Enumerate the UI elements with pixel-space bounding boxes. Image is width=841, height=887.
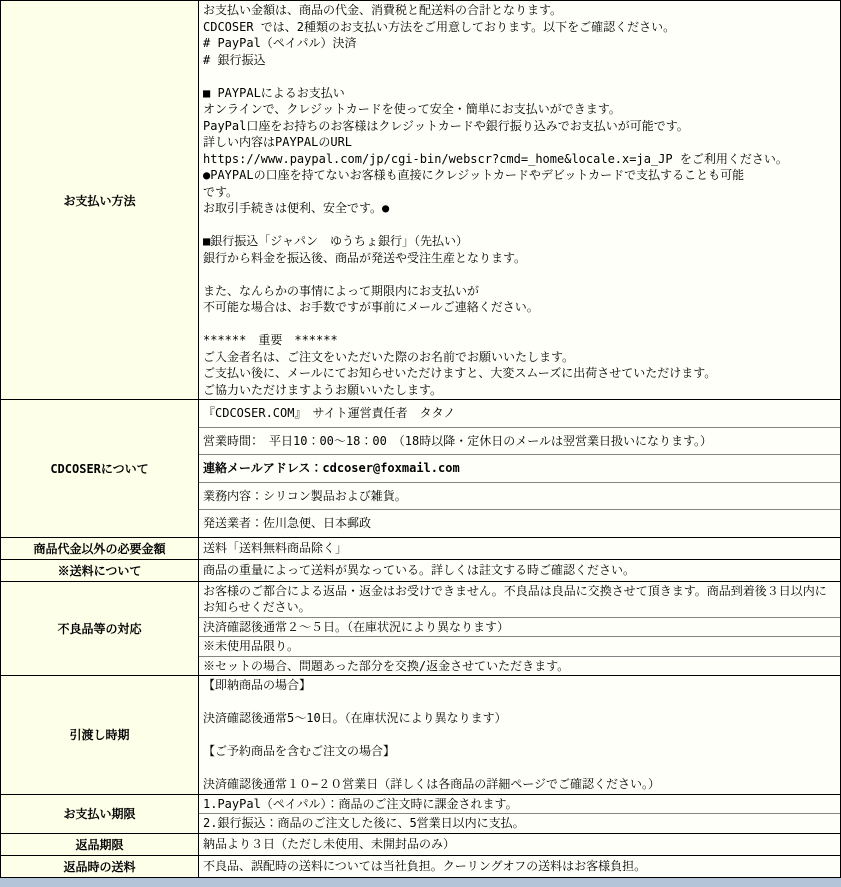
text-line: ****** 重要 ****** [203,333,338,347]
text-line [203,266,836,283]
row-header-defective-items: 不良品等の対応 [1,582,199,676]
row-content-payment-method [199,1,840,399]
content-section [199,427,840,455]
text-line: 1.PayPal（ペイパル）：商品のご注文時に課金されます。 [203,796,518,811]
row-shipping-note [1,560,840,582]
row-content-defective-items [199,582,840,676]
text-line: 決済確認後通常２〜５日。（在庫状況により異なります） [203,619,510,634]
text-line: 発送業者：佐川急便、日本郵政 [203,516,372,530]
text-line: PayPal口座をお持ちのお客様はクレジットカードや銀行振り込みでお支払いが可能です。 [203,118,689,133]
text-line: ■ PAYPALによるお支払い [203,85,345,100]
text-line: お客様のご都合による返品・返金はお受けできません。不良品は良品に交換させて頂きます。商品到着後３日以内にお知らせください。 [203,583,827,614]
row-header-payment-deadline: お支払い期限 [1,795,199,833]
text-line: 不可能な場合は、お手数ですが事前にメールご連絡ください。 [203,300,539,314]
row-header-delivery-time: 引渡し時期 [1,676,199,794]
row-return-shipping [1,856,840,878]
text-line [203,760,836,777]
text-line: 決済確認後通常5〜10日。（在庫状況により異なります） [203,711,507,725]
text-line [203,217,836,234]
row-header-return-deadline: 返品期限 [1,834,199,855]
content-section [199,857,840,876]
row-header-return-shipping: 返品時の送料 [1,856,199,877]
text-line: 銀行から料金を振込後、商品が発送や受注生産となります。 [203,250,527,265]
row-content-about-cdcoser [199,400,840,537]
row-delivery-time [1,676,840,795]
text-line [203,727,836,744]
text-line: 2.銀行振込：商品のご注文した後に、5営業日以内に支払。 [203,816,525,830]
row-content-return-deadline [199,834,840,855]
row-content-delivery-time [199,676,840,794]
text-line: 決済確認後通常１０−２０営業日（詳しくは各商品の詳細ページでご確認ください。） [203,777,660,791]
text-line: です。 [203,184,239,199]
text-line: CDCOSER では、2種類のお支払い方法をご用意しております。以下をご確認ください。 [203,19,676,34]
content-section [199,454,840,482]
content-section [199,1,840,399]
content-section [199,617,840,637]
text-line [203,694,836,711]
row-content-extra-fees [199,538,840,559]
text-line: 不良品、誤配時の送料については当社負担。クーリングオフの送料はお客様負担。 [203,858,647,873]
content-section [199,509,840,537]
row-defective-items [1,582,840,677]
text-line: お取引手続きは便利、安全です。● [203,201,390,215]
row-header-extra-fees: 商品代金以外の必要金額 [1,538,199,559]
text-line: 【ご予約商品を含むご注文の場合】 [203,744,396,758]
row-header-payment-method: お支払い方法 [1,1,199,399]
content-section [199,636,840,656]
text-line: 『CDCOSER.COM』 サイト運営責任者 タタノ [203,406,456,420]
content-section [199,813,840,833]
content-section [199,676,840,794]
text-line: ■銀行振込「ジャパン ゆうちょ銀行」（先払い） [203,234,468,248]
text-line: ※未使用品限り。 [203,639,300,653]
row-header-shipping-note: ※送料について [1,560,199,581]
content-section [199,482,840,510]
row-about-cdcoser [1,400,840,538]
content-section [199,561,840,580]
row-payment-deadline [1,795,840,834]
text-line: # PayPal（ペイパル）決済 [203,36,357,50]
text-line: ご支払い後に、メールにてお知らせいただけますと、大変スムーズに出荷させていただけます。 [203,366,717,380]
content-section [199,656,840,676]
text-line: 【即納商品の場合】 [203,678,312,692]
row-return-deadline [1,834,840,856]
text-line: 送料「送料無料商品除く」 [203,540,348,555]
text-line: ご入金者名は、ご注文をいただいた際のお名前でお願いいたします。 [203,349,575,364]
text-line: ※セットの場合、問題あった部分を交換/返金させていただきます。 [203,658,570,673]
text-line: お支払い金額は、商品の代金、消費税と配送料の合計となります。 [203,3,563,17]
text-line: # 銀行振込 [203,52,266,67]
text-line: オンラインで、クレジットカードを使って安全・簡単にお支払いができます。 [203,102,621,116]
text-line: 詳しい内容はPAYPALのURL [203,135,353,149]
row-content-return-shipping [199,856,840,877]
row-content-shipping-note [199,560,840,581]
content-section [199,582,840,617]
row-content-payment-deadline [199,795,840,833]
text-line: 納品より３日（ただし未使用、未開封品のみ） [203,836,456,851]
row-header-about-cdcoser: CDCOSERについて [1,400,199,537]
text-line: 商品の重量によって送料が異なっている。詳しくは註文する時ご確認ください。 [203,562,636,577]
content-section [199,835,840,854]
content-section [199,400,840,427]
text-line: ●PAYPALの口座を持てないお客様も直接にクレジットカードやデビットカードで支払することも可能 [203,168,745,182]
text-line [203,68,836,85]
text-line: ご協力いただけますようお願いいたします。 [203,382,443,397]
content-section [199,795,840,814]
text-line: また、なんらかの事情によって期限内にお支払いが [203,283,480,298]
text-line: 営業時間： 平日10：00〜18：00 （18時以降・定休日のメールは翌営業日扱いになります。） [203,433,713,448]
row-payment-method [1,1,840,400]
text-line [203,316,836,333]
row-extra-fees [1,538,840,560]
content-section [199,539,840,558]
text-line: https://www.paypal.com/jp/cgi-bin/webscr?cmd=_home&locale.x=ja_JP をご利用ください。 [203,151,788,166]
footer-bar [0,878,841,887]
text-line: 業務内容：シリコン製品および雑貨。 [203,488,407,503]
text-line: 連絡メールアドレス：cdcoser@foxmail.com [203,461,460,475]
